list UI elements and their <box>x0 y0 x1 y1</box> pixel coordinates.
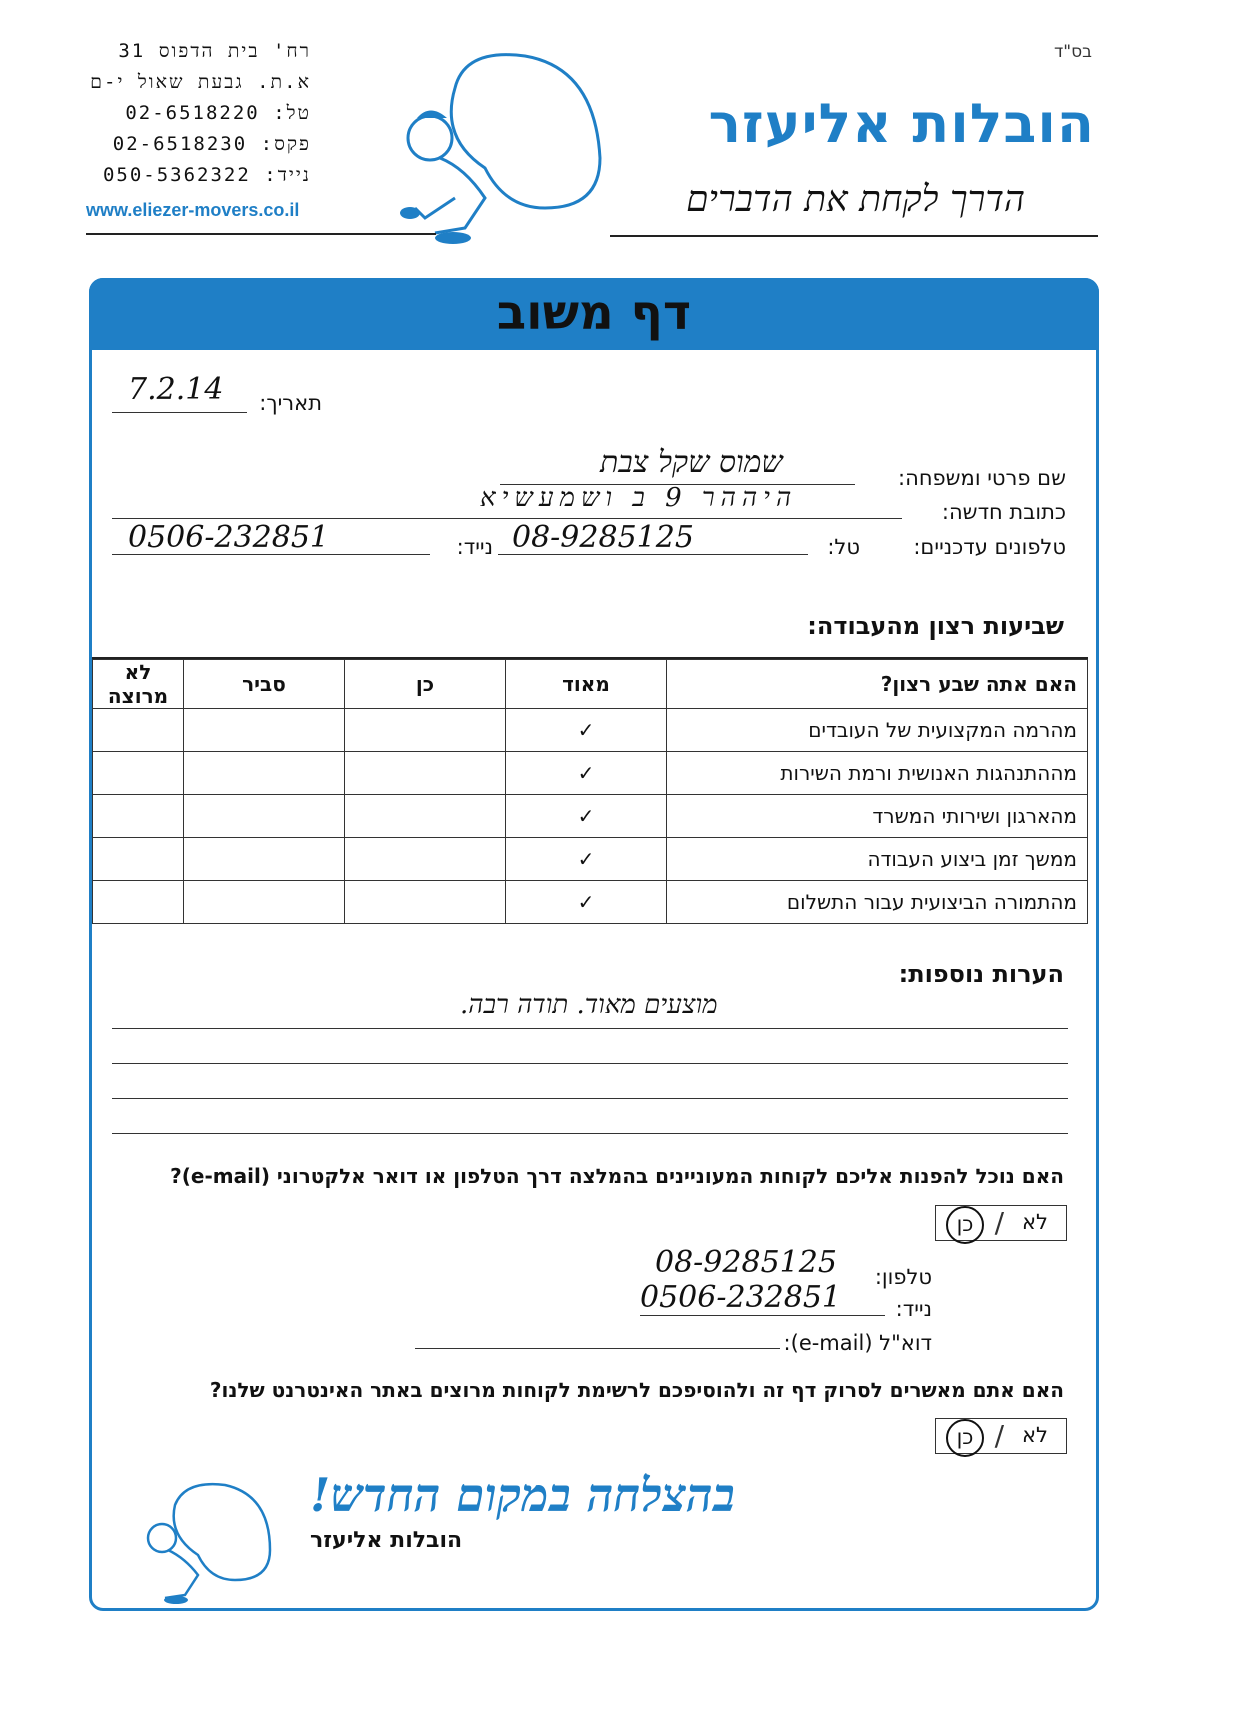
cell-ok[interactable] <box>184 838 345 881</box>
mover-mascot-small-logo <box>140 1480 275 1605</box>
cell-yes[interactable] <box>345 795 506 838</box>
cell-yes[interactable] <box>345 752 506 795</box>
publish-yes-no[interactable]: לא / כן <box>935 1418 1067 1454</box>
referral-mobile-line <box>640 1315 885 1316</box>
contact-fax: פקס: 02-6518230 <box>112 133 311 155</box>
tel-label: טל: <box>827 535 860 559</box>
cell-yes[interactable] <box>345 881 506 924</box>
contact-mobile: נייד: 050-5362322 <box>102 164 311 186</box>
table-row <box>93 709 1088 752</box>
satisfaction-heading: שביעות רצון מהעבודה: <box>807 612 1064 640</box>
address-line <box>112 518 902 519</box>
check-very[interactable]: ✓ <box>506 752 667 795</box>
brand-slogan: הדרך לקחת את הדברים <box>686 179 1025 220</box>
cell-not-satisfied[interactable] <box>93 709 184 752</box>
cell-not-satisfied[interactable] <box>93 838 184 881</box>
publish-no[interactable]: לא <box>1022 1423 1048 1447</box>
row-label: מהארגון ושירותי המשרד <box>667 795 1088 838</box>
col-very: מאוד <box>506 660 667 709</box>
cell-not-satisfied[interactable] <box>93 752 184 795</box>
publish-yes-circled[interactable]: כן <box>946 1419 984 1457</box>
notes-line <box>112 1063 1068 1064</box>
publish-question: האם אתם מאשרים לסרוק דף זה ולהוסיפכם לרשימת לקוחות מרוצים באתר האינטרנט שלנו? <box>209 1378 1064 1402</box>
date-value[interactable]: 7.2.14 <box>128 372 224 407</box>
cell-ok[interactable] <box>184 752 345 795</box>
besd-mark: בס"ד <box>1054 42 1092 62</box>
row-label: מההתנהגות האנושית ורמת השירות <box>667 752 1088 795</box>
cell-ok[interactable] <box>184 709 345 752</box>
cell-ok[interactable] <box>184 795 345 838</box>
table-row <box>93 881 1088 924</box>
cell-yes[interactable] <box>345 838 506 881</box>
brand-name: הובלות אליעזר <box>708 92 1095 155</box>
notes-text[interactable]: מוצעים מאוד. תודה רבה. <box>460 990 718 1020</box>
referral-tel-label: טלפון: <box>874 1265 932 1289</box>
referral-yes-circled[interactable]: כן <box>946 1206 984 1244</box>
cell-not-satisfied[interactable] <box>93 881 184 924</box>
date-label: תאריך: <box>259 391 322 415</box>
col-yes: כן <box>345 660 506 709</box>
address-label: כתובת חדשה: <box>941 500 1066 524</box>
col-ok: סביר <box>184 660 345 709</box>
referral-yes-no[interactable]: לא / כן <box>935 1205 1067 1241</box>
tel-value[interactable]: 08-9285125 <box>512 520 694 555</box>
cell-yes[interactable] <box>345 709 506 752</box>
col-not-satisfied: לא מרוצה <box>93 660 184 709</box>
referral-tel-value[interactable]: 08-9285125 <box>655 1245 837 1280</box>
check-very[interactable]: ✓ <box>506 838 667 881</box>
col-question: האם אתה שבע רצון? <box>667 660 1088 709</box>
contact-phone: טל: 02-6518220 <box>125 102 311 124</box>
table-header-row <box>93 660 1088 709</box>
notes-heading: הערות נוספות: <box>898 960 1064 988</box>
name-label: שם פרטי ומשפחה: <box>898 466 1066 490</box>
check-very[interactable]: ✓ <box>506 881 667 924</box>
footer-company-name: הובלות אליעזר <box>310 1528 463 1553</box>
notes-line <box>112 1028 1068 1029</box>
check-very[interactable]: ✓ <box>506 795 667 838</box>
check-very[interactable]: ✓ <box>506 709 667 752</box>
date-line <box>112 412 247 413</box>
referral-mobile-value[interactable]: 0506-232851 <box>640 1280 842 1315</box>
table-row <box>93 838 1088 881</box>
table-row <box>93 795 1088 838</box>
name-value[interactable]: שמוס שקל צבת <box>600 445 783 480</box>
row-label: מהרמה המקצועית של העובדים <box>667 709 1088 752</box>
contact-block <box>86 36 311 191</box>
satisfaction-table <box>92 659 1088 924</box>
cell-not-satisfied[interactable] <box>93 795 184 838</box>
form-title: דף משוב <box>496 285 692 341</box>
phones-label: טלפונים עדכניים: <box>913 535 1066 559</box>
referral-mobile-label: נייד: <box>895 1297 932 1321</box>
mobile-value[interactable]: 0506-232851 <box>128 520 330 555</box>
notes-line <box>112 1133 1068 1134</box>
row-label: ממשך זמן ביצוע העבודה <box>667 838 1088 881</box>
mover-mascot-logo <box>395 48 610 248</box>
notes-line <box>112 1098 1068 1099</box>
cell-ok[interactable] <box>184 881 345 924</box>
table-row <box>93 752 1088 795</box>
address-value[interactable]: היההר 9 ב ושמעשיא <box>480 483 798 513</box>
referral-email-line[interactable] <box>415 1348 780 1349</box>
referral-email-label: דוא"ל (e-mail): <box>783 1331 932 1355</box>
website-link[interactable]: www.eliezer-movers.co.il <box>86 200 300 220</box>
contact-city: א.ת. גבעת שאול י-ם <box>90 71 311 93</box>
row-label: מהתמורה הביצועית עבור התשלום <box>667 881 1088 924</box>
referral-no[interactable]: לא <box>1022 1210 1048 1234</box>
referral-question: האם נוכל להפנות אליכם לקוחות המעוניינים בהמלצה דרך הטלפון או דואר אלקטרוני (e-mail)? <box>170 1164 1064 1188</box>
footer-slogan: בהצלחה במקום החדש! <box>310 1468 735 1522</box>
mobile-label: נייד: <box>456 535 493 559</box>
contact-address: רח' בית הדפוס 31 <box>118 40 311 62</box>
